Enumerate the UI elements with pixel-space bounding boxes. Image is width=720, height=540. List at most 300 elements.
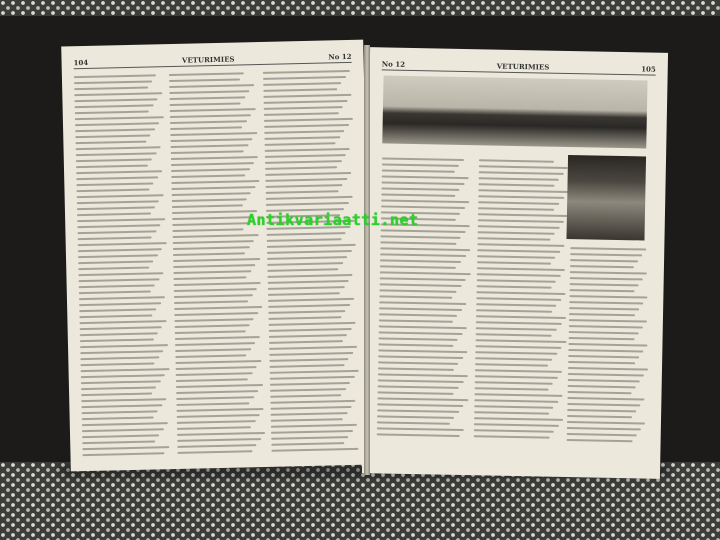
text-line bbox=[266, 172, 352, 176]
text-line bbox=[78, 272, 163, 276]
text-line bbox=[570, 247, 646, 250]
text-line bbox=[79, 291, 151, 295]
text-line bbox=[570, 253, 642, 256]
text-line bbox=[74, 92, 162, 96]
text-line bbox=[479, 177, 559, 181]
text-line bbox=[175, 336, 260, 340]
text-line bbox=[75, 128, 155, 132]
text-line bbox=[268, 274, 353, 278]
text-line bbox=[172, 234, 258, 238]
text-line bbox=[379, 289, 456, 292]
text-line bbox=[567, 409, 636, 412]
text-line bbox=[380, 277, 466, 281]
text-line bbox=[381, 193, 455, 196]
text-line bbox=[78, 267, 149, 271]
text-line bbox=[379, 313, 457, 317]
text-line bbox=[177, 432, 266, 436]
text-line bbox=[171, 186, 255, 190]
text-line bbox=[377, 421, 450, 424]
text-line bbox=[378, 379, 464, 383]
text-line bbox=[269, 334, 347, 338]
text-line bbox=[269, 346, 357, 350]
text-line bbox=[76, 146, 161, 150]
text-line bbox=[569, 301, 643, 304]
text-line bbox=[81, 374, 165, 378]
text-line bbox=[75, 122, 159, 126]
left-page bbox=[61, 40, 373, 472]
text-line bbox=[475, 357, 552, 360]
text-line bbox=[171, 198, 246, 202]
text-line bbox=[380, 283, 462, 287]
text-line bbox=[170, 126, 243, 130]
text-line bbox=[82, 410, 158, 414]
text-line bbox=[568, 355, 639, 358]
text-line bbox=[81, 368, 170, 372]
text-line bbox=[477, 243, 564, 247]
text-line bbox=[174, 318, 254, 322]
text-line bbox=[570, 271, 647, 274]
text-line bbox=[263, 70, 350, 74]
text-line bbox=[381, 199, 469, 203]
text-line bbox=[377, 409, 459, 413]
text-line bbox=[475, 381, 553, 385]
text-line bbox=[476, 297, 561, 301]
text-line bbox=[380, 259, 461, 263]
right-column-3 bbox=[566, 247, 650, 466]
text-line bbox=[476, 291, 565, 295]
text-line bbox=[378, 349, 467, 353]
text-line bbox=[175, 348, 251, 352]
text-line bbox=[381, 205, 465, 209]
text-line bbox=[267, 244, 356, 248]
text-line bbox=[79, 296, 165, 300]
text-line bbox=[269, 328, 351, 332]
text-line bbox=[378, 343, 453, 346]
text-line bbox=[380, 271, 471, 275]
text-line bbox=[173, 252, 246, 256]
text-line bbox=[379, 331, 463, 335]
text-line bbox=[269, 340, 343, 344]
text-line bbox=[176, 414, 259, 418]
text-line bbox=[80, 344, 168, 348]
text-line bbox=[567, 403, 640, 406]
text-line bbox=[264, 112, 339, 116]
text-line bbox=[569, 307, 639, 310]
text-line bbox=[76, 176, 158, 180]
text-line bbox=[377, 403, 463, 407]
text-line bbox=[377, 433, 460, 437]
text-line bbox=[268, 280, 349, 284]
text-line bbox=[176, 420, 255, 424]
text-line bbox=[379, 307, 462, 311]
right-column-1 bbox=[376, 157, 473, 463]
text-line bbox=[173, 258, 260, 262]
text-line bbox=[568, 385, 636, 388]
text-line bbox=[174, 312, 258, 316]
text-line bbox=[377, 415, 454, 418]
text-line bbox=[75, 111, 150, 115]
text-line bbox=[78, 260, 153, 264]
text-line bbox=[379, 325, 467, 329]
text-line bbox=[567, 397, 644, 400]
text-line bbox=[82, 422, 168, 426]
text-line bbox=[476, 309, 552, 312]
text-line bbox=[78, 236, 153, 240]
text-line bbox=[569, 289, 634, 292]
text-line bbox=[265, 160, 341, 164]
text-line bbox=[265, 130, 345, 134]
text-line bbox=[75, 141, 146, 145]
text-line bbox=[79, 284, 155, 288]
text-line bbox=[478, 207, 554, 210]
text-line bbox=[272, 442, 345, 446]
text-line bbox=[75, 116, 164, 120]
text-line bbox=[477, 285, 552, 288]
text-line bbox=[78, 242, 167, 246]
text-line bbox=[169, 72, 244, 76]
text-line bbox=[79, 308, 156, 312]
book-spine bbox=[364, 45, 370, 475]
text-line bbox=[77, 206, 155, 210]
text-line bbox=[378, 355, 463, 359]
text-line bbox=[382, 175, 469, 179]
text-line bbox=[175, 366, 257, 370]
text-line bbox=[78, 248, 162, 252]
left-column-2 bbox=[169, 72, 266, 457]
text-line bbox=[267, 256, 347, 260]
text-line bbox=[567, 433, 637, 436]
text-line bbox=[378, 373, 468, 377]
text-line bbox=[74, 74, 156, 78]
text-line bbox=[176, 402, 250, 406]
text-line bbox=[570, 283, 639, 286]
text-line bbox=[476, 333, 552, 336]
watermark-text: Antikvariaatti.net bbox=[247, 211, 419, 229]
text-line bbox=[82, 428, 164, 432]
text-line bbox=[176, 396, 254, 400]
text-line bbox=[474, 417, 563, 421]
text-line bbox=[379, 301, 466, 305]
text-line bbox=[79, 278, 160, 282]
text-line bbox=[171, 174, 246, 178]
text-line bbox=[79, 302, 161, 306]
text-line bbox=[567, 415, 632, 418]
text-line bbox=[76, 189, 149, 193]
left-page-header bbox=[73, 50, 351, 69]
text-line bbox=[478, 225, 560, 229]
text-line bbox=[265, 142, 336, 146]
text-line bbox=[74, 80, 152, 84]
text-line bbox=[264, 94, 352, 98]
text-line bbox=[169, 102, 241, 106]
text-line bbox=[377, 397, 468, 401]
text-line bbox=[76, 182, 153, 186]
text-line bbox=[169, 90, 250, 94]
text-line bbox=[568, 373, 644, 376]
text-line bbox=[175, 354, 247, 358]
text-line bbox=[477, 249, 560, 253]
text-line bbox=[378, 361, 458, 365]
text-line bbox=[270, 382, 350, 386]
cab-interior-photo bbox=[566, 155, 646, 240]
text-line bbox=[475, 387, 549, 390]
text-line bbox=[270, 388, 345, 392]
text-line bbox=[475, 339, 566, 343]
right-text-upper-columns bbox=[376, 157, 570, 465]
text-line bbox=[80, 356, 159, 360]
text-line bbox=[268, 292, 340, 296]
right-page-number: 105 bbox=[641, 63, 656, 74]
text-line bbox=[270, 358, 349, 362]
text-line bbox=[265, 166, 337, 170]
text-line bbox=[75, 134, 150, 138]
text-line bbox=[171, 168, 250, 172]
text-line bbox=[476, 327, 557, 331]
text-line bbox=[266, 202, 348, 206]
text-line bbox=[82, 434, 159, 438]
text-line bbox=[80, 338, 154, 342]
text-line bbox=[382, 181, 465, 185]
text-line bbox=[169, 78, 240, 82]
text-line bbox=[174, 294, 253, 298]
text-line bbox=[379, 337, 458, 341]
text-line bbox=[380, 247, 470, 251]
text-line bbox=[271, 436, 348, 440]
text-line bbox=[79, 320, 166, 324]
text-line bbox=[477, 267, 565, 271]
text-line bbox=[474, 405, 553, 409]
text-line bbox=[82, 440, 155, 444]
text-line bbox=[264, 124, 348, 128]
text-line bbox=[269, 316, 342, 320]
text-line bbox=[380, 235, 460, 239]
right-column-2 bbox=[473, 159, 570, 465]
text-line bbox=[479, 159, 554, 162]
text-line bbox=[266, 196, 353, 200]
left-header-title: VETURIMIES bbox=[181, 54, 235, 65]
text-line bbox=[174, 306, 263, 310]
text-line bbox=[81, 404, 162, 408]
text-line bbox=[479, 171, 564, 175]
text-line bbox=[267, 232, 346, 236]
text-line bbox=[271, 406, 352, 410]
text-line bbox=[475, 363, 548, 366]
text-line bbox=[82, 446, 169, 450]
text-line bbox=[267, 238, 342, 242]
text-line bbox=[77, 194, 164, 198]
text-line bbox=[81, 393, 152, 397]
text-line bbox=[172, 216, 253, 220]
text-line bbox=[81, 386, 156, 390]
text-line bbox=[264, 118, 353, 122]
text-line bbox=[175, 342, 256, 346]
text-line bbox=[174, 324, 249, 328]
text-line bbox=[474, 435, 550, 438]
text-line bbox=[263, 76, 345, 80]
right-header-title: VETURIMIES bbox=[496, 61, 550, 72]
text-line bbox=[264, 106, 343, 110]
text-line bbox=[74, 87, 148, 91]
text-line bbox=[478, 183, 554, 186]
text-line bbox=[477, 273, 561, 277]
left-page-number: 104 bbox=[73, 57, 89, 67]
text-line bbox=[380, 241, 456, 244]
text-line bbox=[169, 114, 251, 118]
right-issue-number: No 12 bbox=[381, 58, 406, 69]
text-line bbox=[172, 240, 254, 244]
text-line bbox=[76, 152, 157, 156]
text-line bbox=[174, 300, 249, 304]
text-line bbox=[172, 228, 244, 232]
text-line bbox=[478, 231, 555, 234]
text-line bbox=[78, 254, 158, 258]
text-line bbox=[380, 253, 466, 257]
text-line bbox=[177, 426, 252, 430]
text-line bbox=[379, 319, 453, 322]
text-line bbox=[474, 411, 549, 414]
text-line bbox=[567, 427, 641, 430]
text-line bbox=[569, 295, 647, 298]
text-line bbox=[175, 372, 252, 376]
text-line bbox=[271, 430, 353, 434]
text-line bbox=[270, 376, 354, 380]
text-line bbox=[271, 394, 342, 398]
text-line bbox=[79, 314, 152, 318]
text-line bbox=[476, 321, 562, 325]
text-line bbox=[264, 88, 338, 92]
text-line bbox=[266, 184, 343, 188]
text-line bbox=[170, 150, 244, 154]
text-line bbox=[267, 250, 351, 254]
locomotive-photo bbox=[382, 75, 647, 148]
text-line bbox=[478, 213, 569, 217]
text-line bbox=[476, 303, 556, 307]
text-line bbox=[477, 279, 556, 283]
text-line bbox=[266, 178, 348, 182]
text-line bbox=[82, 416, 154, 420]
text-line bbox=[171, 180, 260, 184]
text-line bbox=[477, 237, 550, 240]
text-line bbox=[475, 345, 561, 349]
text-line bbox=[570, 277, 643, 280]
text-line bbox=[268, 286, 344, 290]
text-line bbox=[77, 212, 151, 216]
text-line bbox=[173, 264, 255, 268]
text-line bbox=[265, 154, 346, 158]
text-line bbox=[177, 444, 257, 448]
text-line bbox=[382, 163, 459, 166]
text-line bbox=[475, 375, 558, 379]
text-line bbox=[271, 400, 356, 404]
text-line bbox=[80, 362, 155, 366]
text-line bbox=[264, 100, 347, 104]
right-page-header bbox=[382, 57, 656, 75]
left-column-1 bbox=[74, 74, 171, 459]
text-line bbox=[382, 157, 464, 161]
text-line bbox=[378, 367, 454, 370]
text-line bbox=[476, 315, 566, 319]
text-line bbox=[77, 224, 160, 228]
text-line bbox=[478, 195, 564, 199]
text-line bbox=[177, 438, 261, 442]
text-line bbox=[270, 364, 345, 368]
text-line bbox=[474, 423, 559, 427]
text-line bbox=[474, 429, 554, 433]
text-line bbox=[169, 84, 254, 88]
text-line bbox=[171, 192, 251, 196]
text-line bbox=[81, 398, 166, 402]
text-line bbox=[75, 104, 154, 108]
text-line bbox=[81, 380, 161, 384]
left-text-columns bbox=[74, 70, 361, 459]
text-line bbox=[270, 370, 359, 374]
text-line bbox=[76, 170, 162, 174]
text-line bbox=[569, 331, 639, 334]
text-line bbox=[570, 265, 634, 268]
text-line bbox=[474, 399, 558, 403]
text-line bbox=[76, 165, 148, 169]
text-line bbox=[173, 270, 251, 274]
text-line bbox=[170, 120, 247, 124]
text-line bbox=[380, 265, 456, 268]
text-line bbox=[263, 82, 341, 86]
left-column-3 bbox=[263, 70, 360, 455]
text-line bbox=[268, 298, 354, 302]
text-line bbox=[268, 262, 343, 266]
text-line bbox=[177, 450, 252, 454]
text-line bbox=[377, 427, 464, 431]
text-line bbox=[174, 330, 245, 334]
text-line bbox=[567, 439, 633, 442]
text-line bbox=[175, 378, 248, 382]
text-line bbox=[176, 390, 258, 394]
text-line bbox=[170, 144, 248, 148]
text-line bbox=[80, 350, 163, 354]
text-line bbox=[268, 268, 339, 272]
right-page bbox=[362, 47, 668, 479]
text-line bbox=[478, 219, 564, 223]
text-line bbox=[271, 412, 347, 416]
text-line bbox=[271, 418, 343, 422]
text-line bbox=[378, 385, 459, 389]
text-line bbox=[379, 295, 452, 298]
text-line bbox=[170, 156, 258, 160]
text-line bbox=[271, 424, 357, 428]
text-line bbox=[475, 351, 557, 355]
text-line bbox=[569, 337, 635, 340]
text-line bbox=[266, 190, 339, 194]
text-line bbox=[272, 448, 359, 452]
text-line bbox=[568, 367, 648, 371]
text-line bbox=[474, 393, 562, 397]
text-line bbox=[173, 276, 247, 280]
text-line bbox=[569, 325, 643, 328]
text-line bbox=[172, 222, 248, 226]
text-line bbox=[176, 384, 263, 388]
text-line bbox=[77, 230, 156, 234]
text-line bbox=[478, 189, 568, 193]
text-line bbox=[80, 332, 158, 336]
text-line bbox=[175, 360, 261, 364]
text-line bbox=[265, 136, 340, 140]
text-line bbox=[568, 391, 632, 394]
text-line bbox=[169, 108, 255, 112]
text-line bbox=[80, 326, 162, 330]
text-line bbox=[170, 132, 257, 136]
text-line bbox=[475, 369, 562, 373]
text-line bbox=[173, 288, 256, 292]
text-line bbox=[381, 229, 466, 233]
